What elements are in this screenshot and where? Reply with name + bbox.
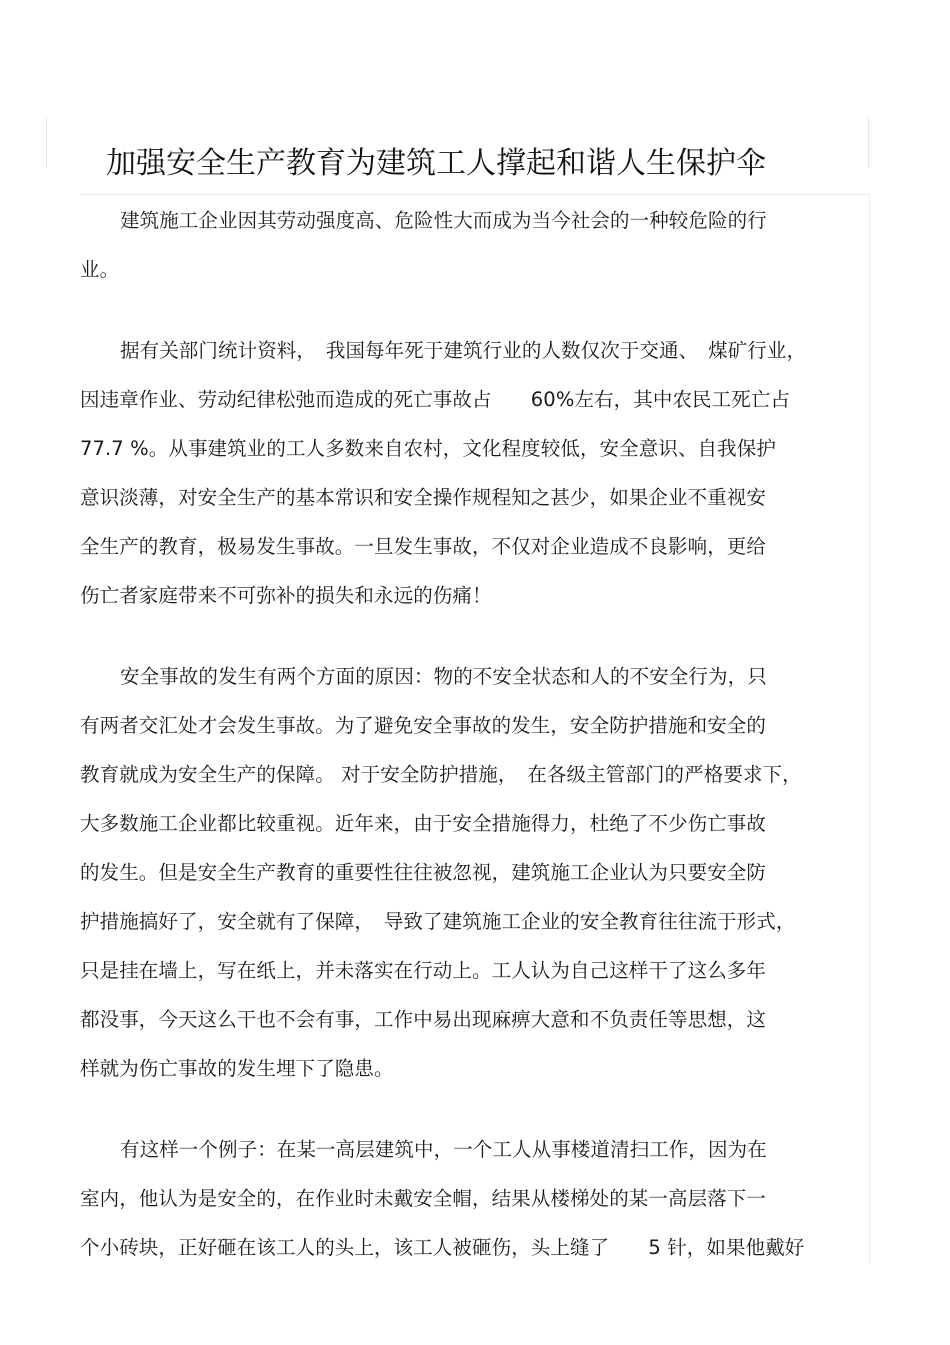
text-line: 安全事故的发生有两个方面的原因：物的不安全状态和人的不安全行为，只 — [120, 665, 767, 688]
text-line: 伤亡者家庭带来不可弥补的损失和永远的伤痛！ — [80, 584, 492, 607]
text-line: 有这样一个例子：在某一高层建筑中，一个工人从事楼道清扫工作，因为在 — [120, 1138, 767, 1161]
title-frame-right — [868, 118, 869, 168]
text-line: 建筑施工企业因其劳动强度高、危险性大而成为当今社会的一种较危险的行 — [120, 209, 767, 232]
text-line: 意识淡薄，对安全生产的基本常识和安全操作规程知之甚少，如果企业不重视安 — [80, 486, 767, 509]
text-line: 室内，他认为是安全的，在作业时未戴安全帽，结果从楼梯处的某一高层落下一 — [80, 1187, 767, 1210]
text-line: 77.7 %。从事建筑业的工人多数来自农村，文化程度较低，安全意识、自我保护 — [80, 437, 776, 460]
text-line: 据有关部门统计资料， 我国每年死于建筑行业的人数仅次于交通、 煤矿行业， — [120, 339, 807, 362]
document-body — [80, 196, 870, 1304]
body-frame-top — [80, 194, 870, 195]
text-line: 业。 — [80, 258, 120, 281]
text-line: 都没事，今天这么干也不会有事，工作中易出现麻痹大意和不负责任等思想，这 — [80, 1008, 767, 1031]
title-frame-left — [46, 118, 47, 168]
text-line: 个小砖块，正好砸在该工人的头上，该工人被砸伤，头上缝了 5 针，如果他戴好 — [80, 1236, 805, 1259]
paragraph-statistics — [80, 326, 870, 620]
text-line: 教育就成为安全生产的保障。 对于安全防护措施， 在各级主管部门的严格要求下， — [80, 763, 802, 786]
paragraph-example — [80, 1125, 870, 1272]
text-line: 全生产的教育，极易发生事故。一旦发生事故，不仅对企业造成不良影响，更给 — [80, 535, 767, 558]
text-line: 有两者交汇处才会发生事故。为了避免安全事故的发生，安全防护措施和安全的 — [80, 714, 767, 737]
text-line: 只是挂在墙上，写在纸上，并未落实在行动上。工人认为自己这样干了这么多年 — [80, 959, 767, 982]
text-line: 大多数施工企业都比较重视。近年来，由于安全措施得力，杜绝了不少伤亡事故 — [80, 812, 767, 835]
text-line: 因违章作业、劳动纪律松弛而造成的死亡事故占 60%左右，其中农民工死亡占 — [80, 388, 791, 411]
text-line: 的发生。但是安全生产教育的重要性往往被忽视，建筑施工企业认为只要安全防 — [80, 861, 767, 884]
text-line: 样就为伤亡事故的发生埋下了隐患。 — [80, 1057, 394, 1080]
paragraph-causes — [80, 652, 870, 1093]
paragraph-intro — [80, 196, 870, 294]
text-line: 护措施搞好了，安全就有了保障， 导致了建筑施工企业的安全教育往往流于形式， — [80, 910, 796, 933]
document-title: 加强安全生产教育为建筑工人撑起和谐人生保护伞 — [106, 146, 766, 182]
